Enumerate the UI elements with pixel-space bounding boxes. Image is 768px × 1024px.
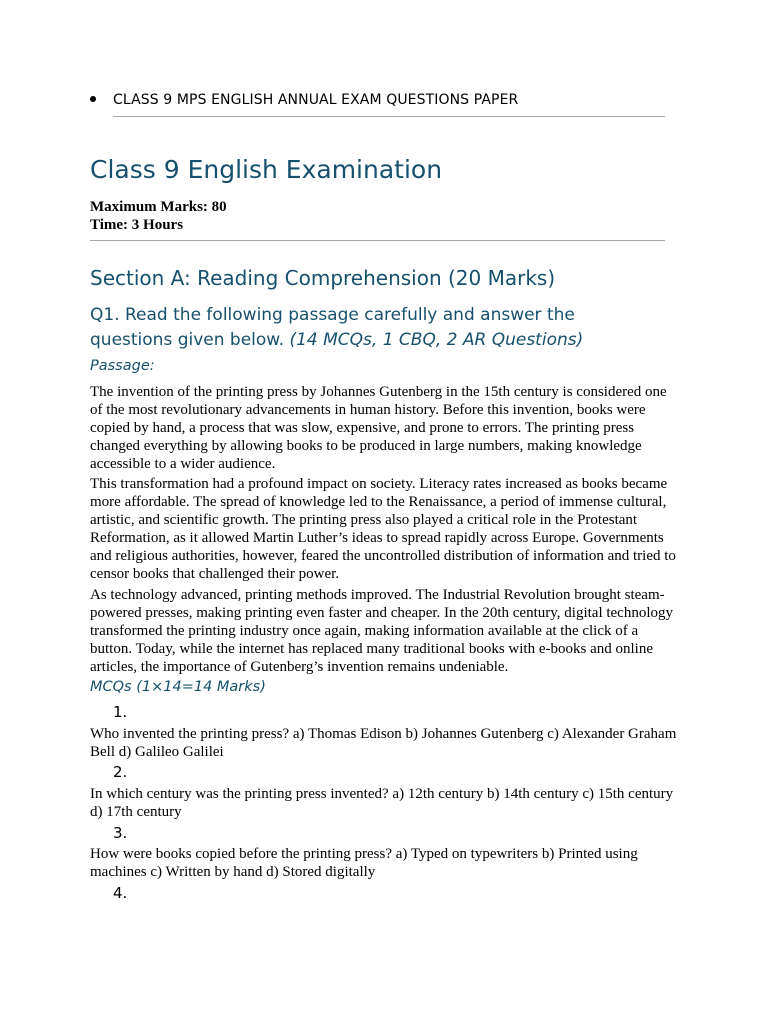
bullet-icon [90, 96, 96, 102]
header-divider [113, 116, 665, 117]
passage-paragraph-3: As technology advanced, printing methods improved. The Industrial Revolution brought steam-powered presses, making printing even faster and cheaper. In the 20th century, digital technology transformed the printing industry once again, making information available at the click of a button. Today, while the internet has replaced many traditional books with e-books and online articles, the importance of Gutenberg’s invention remains undeniable. [90, 587, 674, 675]
max-marks: Maximum Marks: 80 [90, 199, 227, 215]
header-bullet-item [90, 90, 666, 118]
passage-paragraph-2: This transformation had a profound impact on society. Literacy rates increased as books became more affordable. The spread of knowledge led to the Renaissance, a period of immense cultural, artistic, and scientific growth. The printing press also played a critical role in the Protestant Reformation, as it allowed Martin Luther’s ideas to spread rapidly across Europe. Governments and religious authorities, however, feared the uncontrolled distribution of information and tried to censor books that challenged their power. [90, 476, 676, 582]
mcq-number: 2. [113, 763, 128, 781]
exam-title: Class 9 English Examination [90, 155, 443, 184]
exam-meta [90, 198, 227, 234]
mcq-label: MCQs (1×14=14 Marks) [90, 679, 266, 695]
mcq-number: 1. [113, 703, 128, 721]
mcq-number: 3. [113, 824, 128, 842]
mcq-number: 4. [113, 884, 128, 902]
meta-divider [90, 240, 665, 241]
header-link-text[interactable]: CLASS 9 MPS ENGLISH ANNUAL EXAM QUESTIONS PAPER [113, 92, 519, 108]
q1-note: (14 MCQs, 1 CBQ, 2 AR Questions) [289, 330, 584, 350]
mcq-question: How were books copied before the printing press? a) Typed on typewriters b) Printed using machines c) Written by hand d) Stored digitally [90, 846, 638, 880]
section-a-title: Section A: Reading Comprehension (20 Marks) [90, 266, 556, 290]
exam-time: Time: 3 Hours [90, 217, 184, 233]
mcq-question: Who invented the printing press? a) Thomas Edison b) Johannes Gutenberg c) Alexander Graham Bell d) Galileo Galilei [90, 726, 677, 760]
q1-heading [90, 303, 650, 353]
passage-paragraph-1: The invention of the printing press by Johannes Gutenberg in the 15th century is considered one of the most revolutionary advancements in human history. Before this invention, books were copied by hand, a process that was slow, expensive, and prone to errors. The printing press changed everything by allowing books to be produced in large numbers, making knowledge accessible to a wider audience. [90, 384, 667, 472]
q1-text: Q1. Read the following passage carefully and answer the questions given below. [90, 305, 575, 350]
passage-label: Passage: [90, 358, 155, 374]
mcq-question: In which century was the printing press invented? a) 12th century b) 14th century c) 15th century d) 17th century [90, 786, 674, 820]
